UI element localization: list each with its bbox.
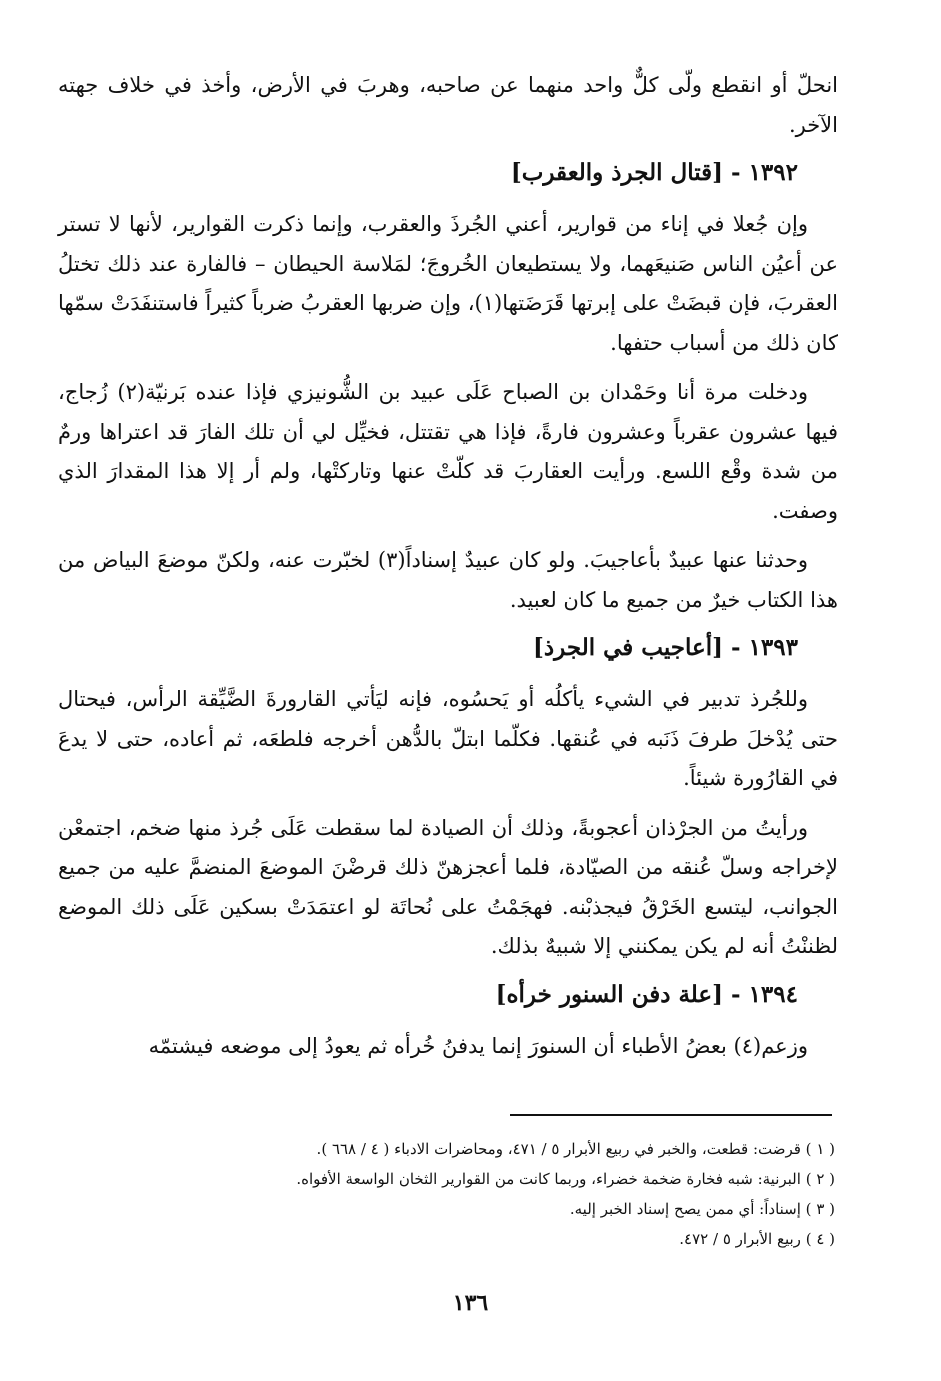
footnote-2: ( ٢ ) البرنية: شبه فخارة ضخمة خضراء، وربما كانت من القوارير الثخان الواسعة الأفواه. <box>296 1170 835 1188</box>
paragraph: وحدثنا عنها عبيدٌ بأعاجيبَ. ولو كان عبيدٌ إسناداً(٣) لخبّرت عنه، ولكنّ موضعَ البياض من هذا الكتاب خيرٌ من جميع ما كان لعبيد. <box>58 548 838 612</box>
footnote-1: ( ١ ) قرضت: قطعت، والخبر في ربيع الأبرار ٥ / ٤٧١، ومحاضرات الادباء ( ٤ / ٦٦٨ ). <box>316 1140 835 1158</box>
footnote-3: ( ٣ ) إسناداً: أي ممن يصح إسناد الخبر إليه. <box>569 1200 835 1218</box>
footnote-divider <box>510 1114 832 1116</box>
paragraph-continuation: انحلّ أو انقطع ولّى كلٌّ واحد منهما عن صاحبه، وهربَ في الأرض، وأخذ في خلاف جهته الآخر. <box>58 73 838 137</box>
section-heading-1393: ١٣٩٣ - [أعاجيب في الجرذ] <box>533 634 798 661</box>
paragraph: ورأيتُ من الجرْذان أعجوبةً، وذلك أن الصيادة لما سقطت عَلَى جُرذ منها ضخم، اجتمعْن لإخراجه وسلّ عُنقه من الصيّادة، فلما أعجزهنّ ذلك قرضْنَ الموضعَ المنضمَّ عليه من جميع الجوانب، ليتسع الخَرْقُ فيجذبْنه. فهجَمْتُ على نُحاتَة لو اعتمَدَتْ بسكين عَلَى ذلك الموضع لظننْتُ أنه لم يكن يمكنني إلا شبيهٌ بذلك. <box>58 815 838 958</box>
section-heading-1394: ١٣٩٤ - [علة دفن السنور خرأه] <box>495 980 798 1008</box>
footnotes <box>70 1134 835 1254</box>
paragraph: وللجُرذ تدبير في الشيء يأكلُه أو يَحسُوه، فإنه ليَأتي القارورةَ الضَّيِّقة الرأس، فيحتال حتى يُدْخلَ طرفَ ذَنَبه في عُنقها. فكلّما ابتلّ بالدُّهن أخرجه فلطعَه، ثم أعاده، حتى لا يدعَ في القارُورة شيئاً. <box>58 687 838 790</box>
paragraph: ودخلت مرة أنا وحَمْدان بن الصباح عَلَى عبيد بن الشُّونيزي فإذا عنده بَرنيّة(٢) زُجاج، فيها عشرون عقرباً وعشرون فارةً، فإذا هي تقتتل، فخيِّل لي أن تلك الفارَ قد اعتراها ورمٌ من شدة وقْع اللسع. ورأيت العقاربَ قد كلّتْ عنها وتاركتْها، ولم أر إلا هذا المقدارَ الذي وصفت. <box>58 380 838 523</box>
footnote-4: ( ٤ ) ربيع الأبرار ٥ / ٤٧٢. <box>679 1230 835 1248</box>
paragraph: وزعم(٤) بعضُ الأطباء أن السنورَ إنما يدفنُ خُرأه ثم يعودُ إلى موضعه فيشتمّه <box>148 1033 808 1058</box>
page-number: ١٣٦ <box>452 1290 489 1316</box>
main-text <box>58 66 838 1076</box>
section-heading-1392: ١٣٩٢ - [قتال الجرذ والعقرب] <box>510 159 798 186</box>
paragraph: وإن جُعلا في إناء من قوارير، أعني الجُرذَ والعقرب، وإنما ذكرت القوارير، لأنها لا تستر عن أعيُن الناس صَنيعَهما، ولا يستطيعان الخُروجَ؛ لمَلاسة الحيطان – فالفارة عند ذلك تختلُ العقربَ، فإن قبضَتْ على إبرتها قَرَضَتها(١)، وإن ضربها العقربُ ضرباً كثيراً فاستنفَدَتْ سمّها كان ذلك من أسباب حتفها. <box>58 212 838 355</box>
